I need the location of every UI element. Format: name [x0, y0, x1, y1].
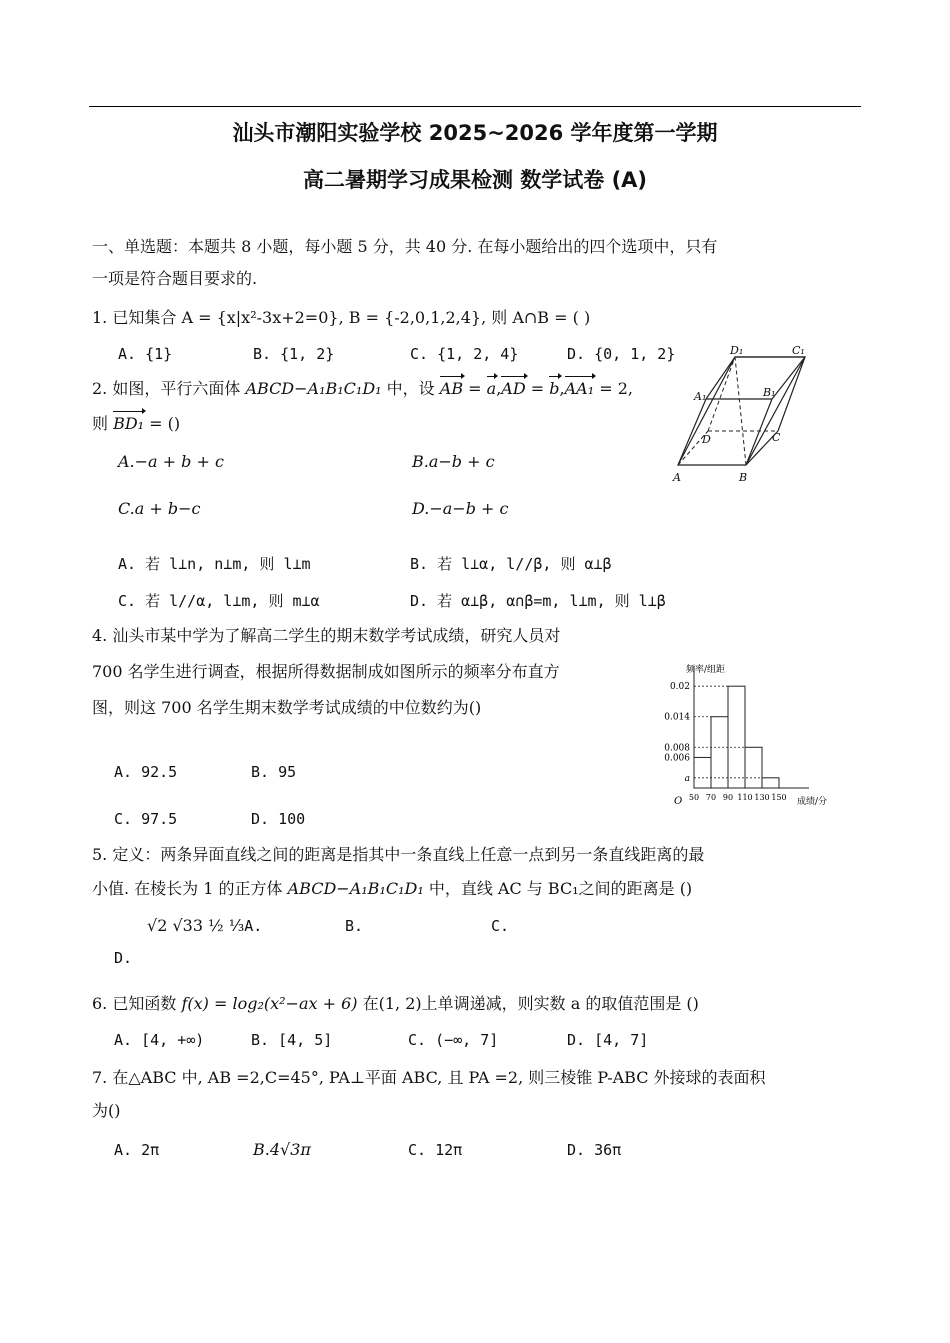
q6-option-c[interactable]: C. (−∞, 7]: [408, 1031, 499, 1049]
section-intro-line2: 一项是符合题目要求的.: [92, 269, 258, 288]
q4-option-d[interactable]: D. 100: [251, 810, 306, 828]
label-b1: B₁: [763, 386, 776, 399]
q6-option-b[interactable]: B. [4, 5]: [251, 1031, 333, 1049]
q2-stem-line2: 则 BD₁ = (): [92, 414, 181, 433]
q6-stem: 6. 已知函数 f(x) = log₂(x²−ax + 6) 在(1, 2)上单调递减，则实数 a 的取值范围是 (): [92, 994, 699, 1013]
q5-option-a-math: √2 √33 ½ ⅓: [147, 916, 245, 935]
q3-option-a[interactable]: A. 若 l⊥n, n⊥m, 则 l⊥m: [118, 555, 311, 573]
label-a1: A₁: [694, 390, 707, 403]
y-tick-label: a: [684, 773, 690, 784]
label-c: C: [772, 431, 781, 444]
edge-aa1: [678, 399, 706, 465]
q3-option-d[interactable]: D. 若 α⊥β, α∩β=m, l⊥m, 则 l⊥β: [410, 592, 666, 610]
q1-stem: 1. 已知集合 A = {x|x²-3x+2=0}, B = {-2,0,1,2,4}, 则 A∩B = ( ): [92, 308, 591, 327]
x-tick-label: 130: [754, 793, 770, 802]
x-tick-label: 150: [771, 793, 787, 802]
x-tick-label: 90: [722, 793, 734, 802]
q5-option-b[interactable]: B.: [345, 917, 364, 935]
q5-option-a[interactable]: √2 √33 ½ ⅓A.: [147, 916, 263, 935]
q4-stem-line2: 700 名学生进行调查，根据所得数据制成如图所示的频率分布直方: [92, 662, 560, 681]
q4-option-c[interactable]: C. 97.5: [114, 810, 178, 828]
q5-stem-line2: 小值. 在棱长为 1 的正方体 ABCD−A₁B₁C₁D₁ 中，直线 AC 与 BC₁之间的距离是 (): [92, 879, 693, 898]
q3-option-b[interactable]: B. 若 l⊥α, l//β, 则 α⊥β: [410, 555, 612, 573]
q7-option-d[interactable]: D. 36π: [567, 1141, 622, 1159]
figure-outline: [678, 357, 805, 465]
y-axis-label: 频率/组距: [686, 665, 726, 675]
x-tick-label: 70: [705, 793, 717, 802]
parallelepiped-figure: [668, 343, 818, 488]
q2-option-b[interactable]: B.a−b + c: [412, 452, 495, 471]
header-rule: [89, 106, 861, 107]
q3-option-c[interactable]: C. 若 l//α, l⊥m, 则 m⊥α: [118, 592, 320, 610]
q4-stem-line1: 4. 汕头市某中学为了解高二学生的期末数学考试成绩，研究人员对: [92, 626, 561, 645]
q7-option-a[interactable]: A. 2π: [114, 1141, 160, 1159]
q2-option-d[interactable]: D.−a−b + c: [412, 499, 509, 518]
label-d: D: [702, 433, 711, 446]
exam-title-line1: 汕头市潮阳实验学校 2025~2026 学年度第一学期: [232, 121, 718, 145]
edge-bb1: [746, 399, 772, 465]
q6-option-d[interactable]: D. [4, 7]: [567, 1031, 649, 1049]
x-tick-label: 50: [688, 793, 700, 802]
y-tick-label: 0.006: [664, 753, 690, 764]
origin-label: O: [674, 796, 683, 807]
section-intro-line1: 一、单选题：本题共 8 小题，每小题 5 分，共 40 分. 在每小题给出的四个选项中，只有: [92, 237, 718, 256]
histogram-bar: [745, 747, 762, 788]
q4-option-a[interactable]: A. 92.5: [114, 763, 178, 781]
edge-cc1: [778, 357, 805, 431]
q2-stem: 2. 如图，平行六面体 ABCD−A₁B₁C₁D₁ 中，设 AB = a,AD = b,AA₁ = 2,: [92, 379, 633, 398]
histogram-bar: [711, 717, 728, 788]
q1-option-b[interactable]: B. {1, 2}: [253, 345, 335, 363]
q7-stem-line1: 7. 在△ABC 中, AB =2,C=45°, PA⊥平面 ABC, 且 PA =2, 则三棱锥 P-ABC 外接球的表面积: [92, 1068, 766, 1087]
label-a: A: [673, 471, 681, 484]
label-d1: D₁: [730, 344, 744, 357]
q7-option-c[interactable]: C. 12π: [408, 1141, 463, 1159]
q1-option-c[interactable]: C. {1, 2, 4}: [410, 345, 519, 363]
edge-bd1: [735, 357, 746, 465]
q1-option-a[interactable]: A. {1}: [118, 345, 173, 363]
x-axis-label: 成绩/分: [797, 797, 828, 807]
histogram-bar: [694, 757, 711, 788]
frequency-histogram: [640, 660, 840, 815]
histogram-bar: [762, 778, 779, 788]
y-tick-label: 0.014: [664, 712, 690, 723]
exam-title-line2: 高二暑期学习成果检测 数学试卷 (A): [302, 168, 648, 192]
x-tick-label: 110: [737, 793, 753, 802]
q2-option-c[interactable]: C.a + b−c: [118, 499, 201, 518]
q6-option-a[interactable]: A. [4, +∞): [114, 1031, 205, 1049]
q5-option-c[interactable]: C.: [491, 917, 510, 935]
q5-option-d[interactable]: D.: [114, 949, 133, 967]
edge-b1c1: [772, 357, 805, 399]
edge-dd1: [708, 357, 735, 431]
q4-stem-line3: 图，则这 700 名学生期末数学考试成绩的中位数约为(): [92, 698, 482, 717]
q1-option-d[interactable]: D. {0, 1, 2}: [567, 345, 676, 363]
y-tick-label: 0.008: [664, 743, 690, 754]
q5-stem-line1: 5. 定义：两条异面直线之间的距离是指其中一条直线上任意一点到另一条直线距离的最: [92, 845, 705, 864]
y-tick-label: 0.02: [669, 682, 690, 693]
edge-a1d1: [706, 357, 735, 399]
q4-option-b[interactable]: B. 95: [251, 763, 297, 781]
label-b: B: [739, 471, 748, 484]
q2-option-a[interactable]: A.−a + b + c: [118, 452, 224, 471]
label-c1: C₁: [792, 344, 805, 357]
histogram-bar: [728, 686, 745, 788]
q7-stem-line2: 为(): [92, 1101, 121, 1120]
q7-option-b[interactable]: B.4√3π: [253, 1140, 311, 1159]
